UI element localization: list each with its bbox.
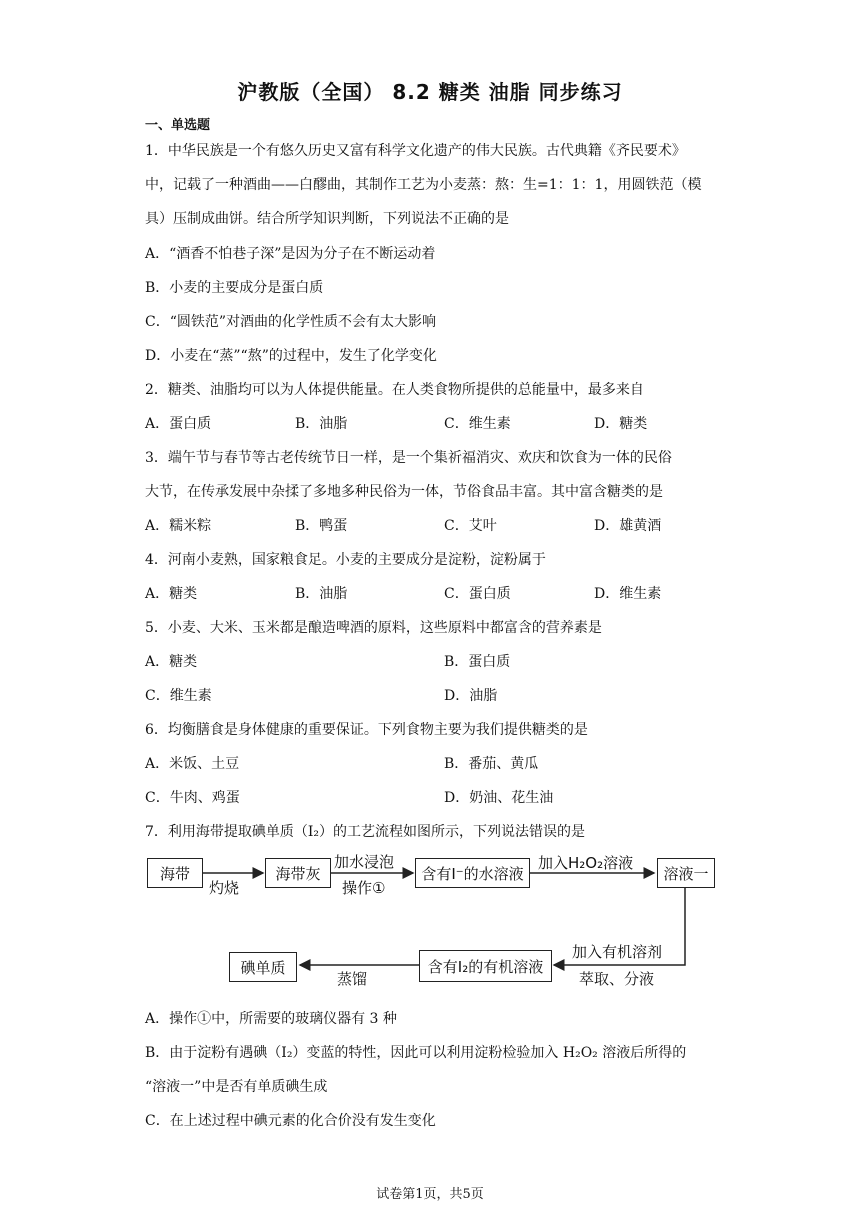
q1-option-c: C．“圆铁范”对酒曲的化学性质不会有太大影响: [145, 314, 437, 330]
page-title: 沪教版（全国） 8.2 糖类 油脂 同步练习: [237, 80, 623, 104]
box-iodine: 碘单质: [229, 952, 297, 982]
q5-option-a: A．糖类: [145, 654, 198, 670]
q1-stem-line-3: 具）压制成曲饼。结合所学知识判断，下列说法不正确的是: [145, 211, 509, 227]
q1-option-a: A．“酒香不怕巷子深”是因为分子在不断运动着: [145, 246, 436, 262]
q4-option-c: C．蛋白质: [444, 586, 511, 602]
q7-option-b-line-2: “溶液一”中是否有单质碘生成: [145, 1079, 328, 1095]
q5-option-c: C．维生素: [145, 688, 212, 704]
box-iodide-solution: 含有I⁻的水溶液: [415, 858, 530, 888]
page-footer: 试卷第1页，共5页: [376, 1187, 484, 1202]
q6-stem: 6．均衡膳食是身体健康的重要保证。下列食物主要为我们提供糖类的是: [145, 722, 588, 738]
q1-option-d: D．小麦在“蒸”“熬”的过程中，发生了化学变化: [145, 348, 437, 364]
q3-option-c: C．艾叶: [444, 518, 497, 534]
q3-stem-line-2: 大节，在传承发展中杂揉了多地多种民俗为一体，节俗食品丰富。其中富含糖类的是: [145, 484, 663, 500]
section-heading: 一、单选题: [145, 118, 211, 133]
box-organic-iodine-solution: 含有I₂的有机溶液: [419, 950, 552, 982]
q2-option-c: C．维生素: [444, 416, 511, 432]
q6-option-a: A．米饭、土豆: [145, 756, 240, 772]
q6-option-b: B．番茄、黄瓜: [444, 756, 539, 772]
label-soak: 加水浸泡: [334, 853, 395, 871]
q3-stem-line-1: 3．端午节与春节等古老传统节日一样，是一个集祈福消灾、欢庆和饮食为一体的民俗: [145, 450, 672, 466]
q1-option-b: B．小麦的主要成分是蛋白质: [145, 280, 324, 296]
q2-stem: 2．糖类、油脂均可以为人体提供能量。在人类食物所提供的总能量中，最多来自: [145, 382, 644, 398]
q7-option-c: C．在上述过程中碘元素的化合价没有发生变化: [145, 1113, 436, 1129]
q3-option-b: B．鸭蛋: [295, 518, 348, 534]
q6-option-c: C．牛肉、鸡蛋: [145, 790, 240, 806]
q4-option-b: B．油脂: [295, 586, 348, 602]
q4-option-a: A．糖类: [145, 586, 198, 602]
q3-option-a: A．糯米粽: [145, 518, 212, 534]
q7-option-a: A．操作①中，所需要的玻璃仪器有 3 种: [145, 1011, 397, 1027]
q2-option-d: D．糖类: [594, 416, 648, 432]
q1-stem-line-1: 1．中华民族是一个有悠久历史又富有科学文化遗产的伟大民族。古代典籍《齐民要术》: [145, 143, 686, 159]
box-kelp-ash: 海带灰: [265, 858, 331, 888]
label-distill: 蒸馏: [337, 970, 368, 988]
label-operation-1: 操作①: [342, 879, 386, 897]
q5-option-b: B．蛋白质: [444, 654, 511, 670]
q4-option-d: D．维生素: [594, 586, 662, 602]
label-add-solvent: 加入有机溶剂: [572, 943, 663, 961]
q2-option-b: B．油脂: [295, 416, 348, 432]
q5-option-d: D．油脂: [444, 688, 498, 704]
q6-option-d: D．奶油、花生油: [444, 790, 554, 806]
label-add-h2o2: 加入H₂O₂溶液: [538, 854, 634, 872]
q7-option-b-line-1: B．由于淀粉有遇碘（I₂）变蓝的特性，因此可以利用淀粉检验加入 H₂O₂ 溶液后所得的: [145, 1045, 687, 1061]
q1-stem-line-2: 中，记载了一种酒曲——白醪曲，其制作工艺为小麦蒸：熬：生=1：1：1，用圆铁范（模: [145, 177, 702, 193]
q7-stem: 7．利用海带提取碘单质（I₂）的工艺流程如图所示，下列说法错误的是: [145, 824, 586, 840]
label-burn: 灼烧: [209, 879, 240, 897]
q2-option-a: A．蛋白质: [145, 416, 212, 432]
box-kelp: 海带: [147, 858, 203, 888]
q4-stem: 4．河南小麦熟，国家粮食足。小麦的主要成分是淀粉，淀粉属于: [145, 552, 546, 568]
box-solution-one: 溶液一: [657, 858, 715, 888]
q5-stem: 5．小麦、大米、玉米都是酿造啤酒的原料，这些原料中都富含的营养素是: [145, 620, 602, 636]
q3-option-d: D．雄黄酒: [594, 518, 662, 534]
label-extraction: 萃取、分液: [579, 970, 655, 988]
